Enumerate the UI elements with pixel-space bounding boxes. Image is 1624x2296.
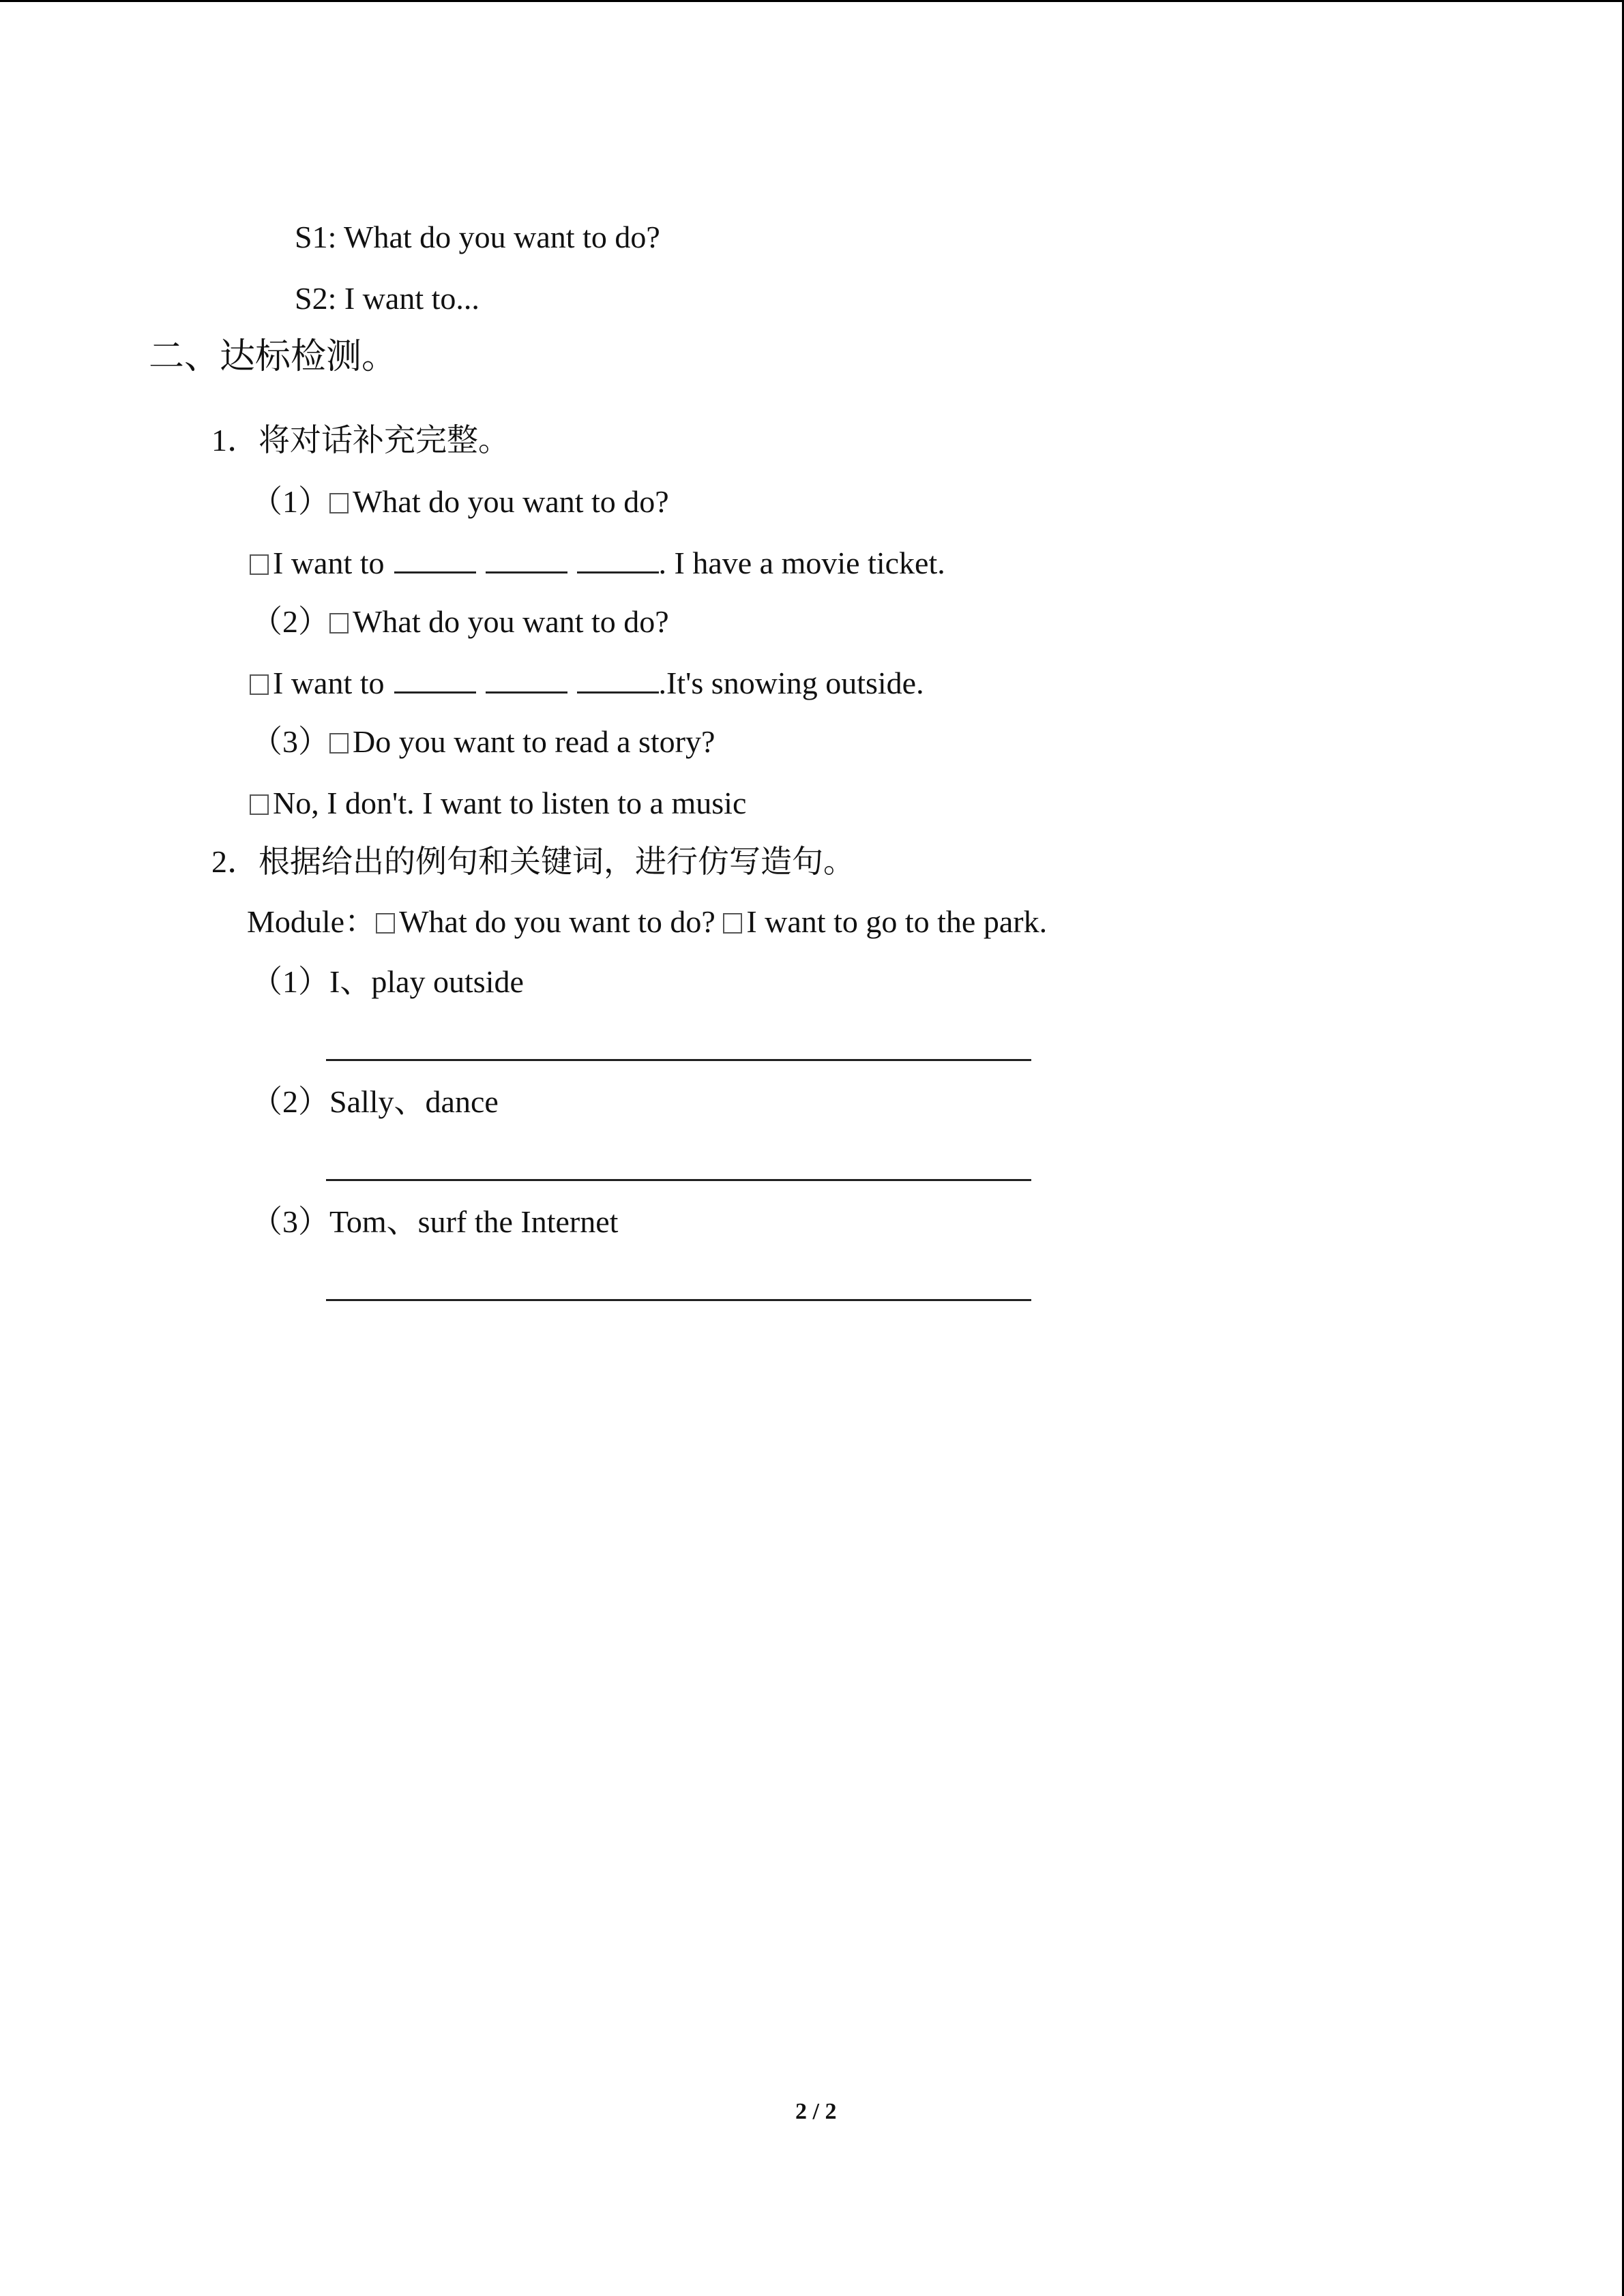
fill-blank[interactable]: [577, 544, 659, 573]
question-text: What do you want to do?: [353, 484, 669, 519]
q1-item-2-question: [251, 601, 669, 642]
q2-title: 2．根据给出的例句和关键词，进行仿写造句。: [211, 844, 855, 879]
dialogue-s1: S1: What do you want to do?: [295, 220, 660, 254]
checkbox-icon: [376, 913, 395, 934]
answer-prefix: I want to: [273, 666, 385, 700]
item-keywords: I、play outside: [329, 964, 524, 999]
item-number: （2）: [251, 604, 329, 639]
item-number: （2）: [251, 1084, 329, 1119]
checkbox-icon: [329, 493, 349, 513]
checkbox-icon: [250, 674, 269, 695]
checkbox-icon: [329, 733, 349, 754]
item-keywords: Sally、dance: [329, 1084, 499, 1119]
answer-line[interactable]: [326, 1179, 1031, 1181]
fill-blank[interactable]: [486, 664, 567, 694]
fill-blank[interactable]: [394, 544, 476, 573]
q2-item-1: [251, 961, 524, 1002]
answer-suffix: .It's snowing outside.: [658, 666, 924, 700]
q1-item-3-question: [251, 721, 715, 762]
model-question: What do you want to do?: [399, 904, 715, 939]
item-number: （3）: [251, 724, 329, 759]
question-text: Do you want to read a story?: [353, 724, 715, 759]
checkbox-icon: [250, 794, 269, 815]
fill-blank[interactable]: [577, 664, 659, 694]
item-number: （1）: [251, 484, 329, 519]
model-answer: I want to go to the park.: [746, 904, 1048, 939]
q2-model: [247, 901, 1047, 942]
fill-blank[interactable]: [394, 664, 476, 694]
answer-line[interactable]: [326, 1299, 1031, 1301]
answer-suffix: . I have a movie ticket.: [658, 546, 945, 580]
item-number: （3）: [251, 1204, 329, 1239]
answer-text: No, I don't. I want to listen to a music: [273, 786, 747, 820]
q2-item-2: [251, 1082, 499, 1122]
q2-item-3: [251, 1202, 618, 1242]
q1-item-1-answer: [250, 543, 945, 584]
model-label: Module：: [247, 904, 377, 939]
section-title: 二、达标检测。: [149, 338, 398, 376]
fill-blank[interactable]: [486, 544, 567, 573]
question-text: What do you want to do?: [353, 604, 669, 639]
page-number: 2 / 2: [795, 2099, 837, 2124]
checkbox-icon: [723, 913, 742, 934]
answer-line[interactable]: [326, 1059, 1031, 1061]
dialogue-s2: S2: I want to...: [295, 281, 479, 316]
q1-item-3-answer: [250, 783, 746, 824]
q1-title: 1．将对话补充完整。: [211, 423, 510, 458]
checkbox-icon: [250, 554, 269, 575]
q1-item-2-answer: [250, 663, 924, 704]
answer-prefix: I want to: [273, 546, 385, 580]
item-number: （1）: [251, 964, 329, 999]
page-border-top: [0, 0, 1624, 2]
q1-item-1-question: [251, 481, 669, 522]
checkbox-icon: [329, 613, 349, 633]
item-keywords: Tom、surf the Internet: [329, 1204, 619, 1239]
